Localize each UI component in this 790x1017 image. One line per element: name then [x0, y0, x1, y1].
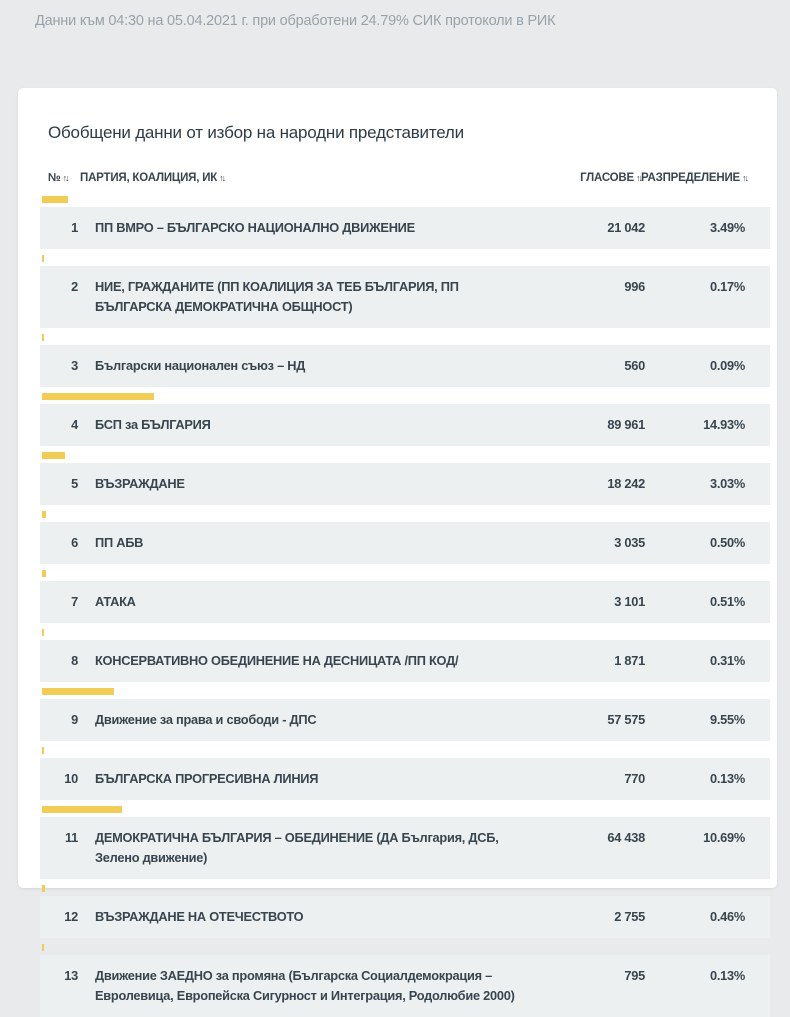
party-name: Български национален съюз – НД [95, 358, 306, 373]
row-number: 1 [71, 220, 78, 235]
page-title: Обобщени данни от избор на народни представители [48, 123, 464, 142]
share-bar [42, 629, 44, 636]
share-bar [42, 570, 46, 577]
clipped-text-fragment [35, 0, 155, 5]
party-name: ПП АБВ [95, 535, 144, 550]
results-table-body [40, 196, 770, 1017]
table-row [40, 266, 770, 328]
votes-value: 560 [624, 358, 645, 373]
party-name: НИЕ, ГРАЖДАНИТЕ (ПП КОАЛИЦИЯ ЗА ТЕБ БЪЛГАРИЯ, ПП БЪЛГАРСКА ДЕМОКРАТИЧНА ОБЩНОСТ) [95, 279, 459, 314]
table-row-group [40, 196, 770, 249]
table-row [40, 955, 770, 1017]
row-number: 9 [71, 712, 78, 727]
status-line: Данни към 04:30 на 05.04.2021 г. при обработени 24.79% СИК протоколи в РИК [35, 13, 556, 29]
column-header-share[interactable]: РАЗПРЕДЕЛЕНИЕ ↑↓ [641, 172, 748, 184]
table-row [40, 817, 770, 879]
row-number: 7 [71, 594, 78, 609]
votes-value: 770 [624, 771, 645, 786]
table-row-group [40, 629, 770, 682]
share-bar [42, 255, 44, 262]
table-row [40, 758, 770, 800]
share-bar [42, 885, 45, 892]
share-percentage: 14.93% [703, 417, 745, 432]
share-bar [42, 511, 46, 518]
share-bar [42, 688, 114, 695]
table-row-group [40, 688, 770, 741]
party-name: ПП ВМРО – БЪЛГАРСКО НАЦИОНАЛНО ДВИЖЕНИЕ [95, 220, 415, 235]
share-bar [42, 452, 65, 459]
row-number: 5 [71, 476, 78, 491]
table-row [40, 463, 770, 505]
party-name: БСП за БЪЛГАРИЯ [95, 417, 211, 432]
share-bar [42, 334, 44, 341]
row-number: 2 [71, 279, 78, 294]
share-bar [42, 393, 154, 400]
table-row [40, 640, 770, 682]
table-row-group [40, 806, 770, 879]
column-header-number[interactable]: № ↑↓ [48, 172, 68, 184]
votes-value: 996 [624, 279, 645, 294]
table-row-group [40, 452, 770, 505]
votes-value: 21 042 [607, 220, 645, 235]
sort-arrows-icon[interactable]: ↑↓ [219, 173, 225, 183]
table-row [40, 207, 770, 249]
sort-arrows-icon[interactable]: ↑↓ [742, 173, 748, 183]
row-number: 10 [64, 771, 78, 786]
table-row-group [40, 570, 770, 623]
table-row-group [40, 885, 770, 938]
share-percentage: 3.03% [709, 476, 745, 491]
column-header-party[interactable]: ПАРТИЯ, КОАЛИЦИЯ, ИК ↑↓ [80, 172, 225, 184]
row-number: 8 [71, 653, 78, 668]
table-row-group [40, 393, 770, 446]
votes-value: 89 961 [607, 417, 645, 432]
table-row-group [40, 511, 770, 564]
party-name: КОНСЕРВАТИВНО ОБЕДИНЕНИЕ НА ДЕСНИЦАТА /ПП КОД/ [95, 653, 459, 668]
share-percentage: 10.69% [703, 830, 745, 845]
table-row-group [40, 747, 770, 800]
table-row [40, 522, 770, 564]
row-number: 13 [64, 968, 78, 983]
party-name: ВЪЗРАЖДАНЕ НА ОТЕЧЕСТВОТО [95, 909, 304, 924]
share-percentage: 0.09% [709, 358, 745, 373]
column-header-votes[interactable]: ГЛАСОВЕ ↑↓ [580, 172, 641, 184]
share-percentage: 0.31% [709, 653, 745, 668]
row-number: 4 [71, 417, 78, 432]
table-row-group [40, 944, 770, 1017]
share-percentage: 0.50% [709, 535, 745, 550]
table-row [40, 699, 770, 741]
row-number: 6 [71, 535, 78, 550]
party-name: ВЪЗРАЖДАНЕ [95, 476, 185, 491]
share-bar [42, 944, 44, 951]
table-row [40, 404, 770, 446]
table-row-group [40, 255, 770, 328]
votes-value: 2 755 [614, 909, 645, 924]
share-percentage: 0.13% [709, 968, 745, 983]
votes-value: 3 035 [614, 535, 645, 550]
results-card [18, 88, 777, 1003]
party-name: АТАКА [95, 594, 136, 609]
share-percentage: 0.17% [709, 279, 745, 294]
row-number: 12 [64, 909, 78, 924]
votes-value: 3 101 [614, 594, 645, 609]
table-row [40, 896, 770, 938]
votes-value: 64 438 [607, 830, 645, 845]
party-name: ДЕМОКРАТИЧНА БЪЛГАРИЯ – ОБЕДИНЕНИЕ (ДА България, ДСБ, Зелено движение) [95, 830, 499, 865]
row-number: 11 [64, 830, 78, 845]
share-percentage: 0.13% [709, 771, 745, 786]
share-percentage: 0.46% [709, 909, 745, 924]
share-percentage: 9.55% [709, 712, 745, 727]
votes-value: 1 871 [614, 653, 645, 668]
share-percentage: 3.49% [709, 220, 745, 235]
table-header-row [48, 172, 770, 184]
party-name: Движение ЗАЕДНО за промяна (Българска Социалдемокрация – Евролевица, Европейска Сигурност и Интеграция, Родолюбие 2000) [95, 968, 515, 1003]
votes-value: 18 242 [607, 476, 645, 491]
table-row [40, 345, 770, 387]
sort-arrows-icon[interactable]: ↑↓ [636, 173, 641, 183]
share-bar [42, 806, 122, 813]
votes-value: 57 575 [607, 712, 645, 727]
table-row [40, 581, 770, 623]
party-name: Движение за права и свободи - ДПС [95, 712, 317, 727]
table-row-group [40, 334, 770, 387]
party-name: БЪЛГАРСКА ПРОГРЕСИВНА ЛИНИЯ [95, 771, 319, 786]
votes-value: 795 [624, 968, 645, 983]
share-bar [42, 196, 68, 203]
share-percentage: 0.51% [709, 594, 745, 609]
row-number: 3 [71, 358, 78, 373]
share-bar [42, 747, 44, 754]
sort-arrows-icon[interactable]: ↑↓ [62, 173, 68, 183]
